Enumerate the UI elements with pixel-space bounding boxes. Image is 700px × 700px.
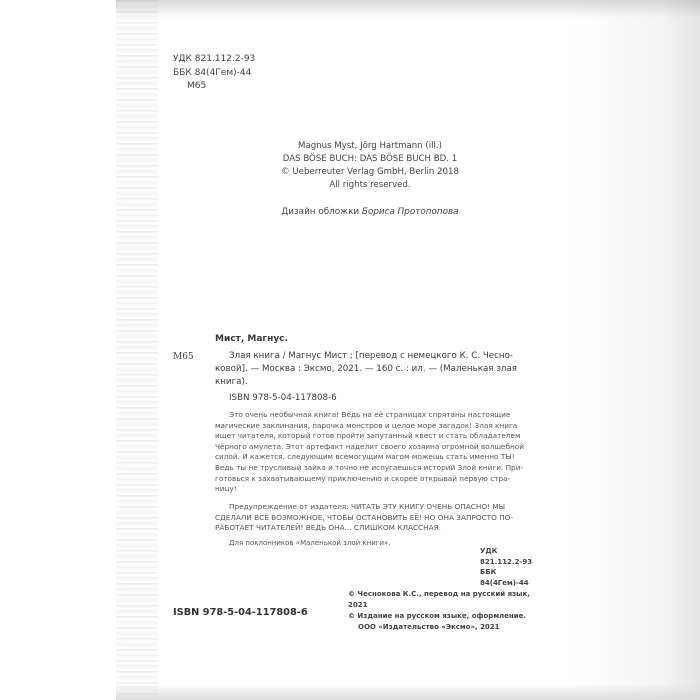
warning-line: РАБОТАЕТ ЧИТАТЕЛЕЙ! ВЕДЬ ОНА... СЛИШКОМ КЛАССНАЯ. xyxy=(215,523,441,533)
annotation-line: Ведь ты не трусливый зайка и точно не испугаешься историй Злой книги. При- xyxy=(215,462,524,472)
warning-line: Предупреждение от издателя: ЧИТАТЬ ЭТУ КНИГУ ОЧЕНЬ ОПАСНО! МЫ xyxy=(229,502,506,511)
original-copyright: © Ueberreuter Verlag GmbH, Berlin 2018 xyxy=(281,167,459,177)
copyright-line: © Издание на русском языке, оформление. xyxy=(348,612,527,620)
annotation-line: силой. И кажется, следующим всемогущим магом можешь стать именно ТЫ! xyxy=(215,452,515,462)
catalog-entry xyxy=(215,350,545,389)
cover-design-name: Бориса Протопопова xyxy=(361,207,459,217)
catalog-side-code: М65 xyxy=(173,352,194,362)
bottom-bbk: ББК 84(4Гем)-44 xyxy=(480,568,529,587)
author-mark: М65 xyxy=(187,81,207,91)
catalog-author-heading: Мист, Магнус. xyxy=(215,334,288,344)
catalog-isbn: ISBN 978-5-04-117808-6 xyxy=(229,393,337,403)
bottom-udk: УДК 821.112.2-93 xyxy=(480,547,533,566)
publisher-warning xyxy=(215,502,535,534)
original-rights: All rights reserved. xyxy=(329,180,411,190)
cover-design-credit xyxy=(200,207,540,217)
scan-edge-right xyxy=(570,0,700,700)
annotation-line: ницу! xyxy=(215,484,237,494)
annotation-paragraph xyxy=(215,410,535,495)
bbk-code: ББК 84(4Гем)-44 xyxy=(173,67,252,78)
bottom-classification xyxy=(480,546,540,588)
warning-line: СДЕЛАЛИ ВСЁ ВОЗМОЖНОЕ, ЧТОБЫ ОСТАНОВИТЬ ЕЁ! НО ОНА ЗАПРОСТО ПО- xyxy=(215,512,514,522)
annotation-line: магические заклинания, парочка монстров и целое море загадок! Злая книга xyxy=(215,420,518,430)
annotation-line: ищет читателя, который готов пройти запутанный квест и стать обладателем xyxy=(215,431,521,441)
copyright-block xyxy=(348,589,548,633)
scan-edge-bottom xyxy=(116,684,700,700)
scan-edge-left xyxy=(116,0,158,700)
udk-code: УДК 821.112.2-93 xyxy=(173,54,256,64)
original-title: DAS BÖSE BUCH: DAS BÖSE BUCH BD. 1 xyxy=(282,154,458,164)
catalog-line-1: Злая книга / Магнус Мист ; [перевод с немецкого К. С. Чесно- xyxy=(229,351,514,361)
classification-block xyxy=(173,53,255,94)
isbn-bottom: ISBN 978-5-04-117808-6 xyxy=(173,607,308,618)
audience-note: Для поклонников «Маленькой злой книги». xyxy=(229,539,391,547)
annotation-line: Чёрного амулета. Этот артефакт наделит своего хозяина огромной волшебной xyxy=(215,441,524,451)
copyright-line: ООО «Издательство «Эксмо», 2021 xyxy=(358,623,500,631)
annotation-line: готовься к захватывающему приключению и скорее открывай первую стра- xyxy=(215,473,511,483)
original-authors: Magnus Myst, Jörg Hartmann (ill.) xyxy=(298,141,442,151)
copyright-line: © Чеснокова К.С., перевод на русский язык, 2021 xyxy=(348,590,530,609)
annotation-line: Это очень необычная книга! Ведь на её страницах спрятаны настоящие xyxy=(229,410,511,419)
catalog-line-2: ковой]. — Москва : Эксмо, 2021. — 160 с. : ил. — (Маленькая злая xyxy=(215,364,517,374)
catalog-line-3: книга). xyxy=(215,377,248,387)
original-edition-block xyxy=(230,140,510,192)
cover-design-label: Дизайн обложки xyxy=(281,207,360,217)
